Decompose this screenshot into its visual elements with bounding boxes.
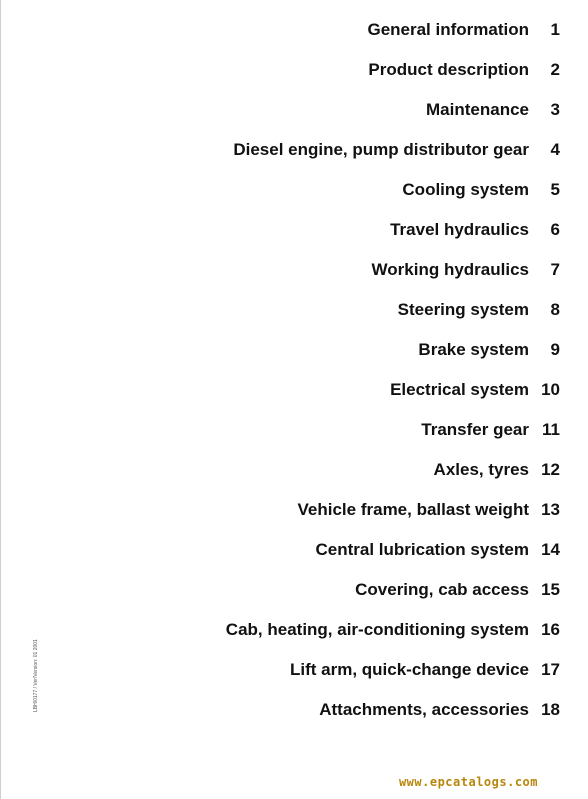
toc-entry xyxy=(0,458,588,482)
toc-entry-number: 12 xyxy=(541,460,560,479)
toc-entry xyxy=(0,258,588,282)
toc-entry xyxy=(0,218,588,242)
toc-entry xyxy=(0,298,588,322)
toc-entry-title: Brake system xyxy=(418,340,529,359)
toc-entry xyxy=(0,178,588,202)
toc-entry-number: 9 xyxy=(550,340,560,359)
toc-entry-number: 14 xyxy=(541,540,560,559)
toc-entry xyxy=(0,498,588,522)
toc-entry-title: General information xyxy=(367,20,529,39)
toc-entry xyxy=(0,578,588,602)
toc-entry-title: Cooling system xyxy=(402,180,529,199)
toc-entry-title: Cab, heating, air-conditioning system xyxy=(225,620,529,639)
toc-entry-title: Axles, tyres xyxy=(433,460,529,479)
toc-entry-number: 16 xyxy=(541,620,560,639)
toc-entry xyxy=(0,18,588,42)
toc-entry-title: Travel hydraulics xyxy=(390,220,529,239)
toc-entry xyxy=(0,58,588,82)
toc-entry-number: 8 xyxy=(550,300,560,319)
toc-entry-number: 17 xyxy=(541,660,560,679)
toc-entry-number: 2 xyxy=(550,60,560,79)
toc-entry xyxy=(0,538,588,562)
watermark: www.epcatalogs.com xyxy=(398,775,538,789)
document-id-note: LBH/0177 / Ver/Version: 01 2001 xyxy=(33,639,39,712)
toc-entry-number: 13 xyxy=(541,500,560,519)
toc-entry xyxy=(0,418,588,442)
toc-entry-number: 15 xyxy=(541,580,560,599)
toc-entry xyxy=(0,138,588,162)
toc-entry-title: Product description xyxy=(368,60,529,79)
toc-entry-title: Transfer gear xyxy=(421,420,529,439)
toc-entry-title: Attachments, accessories xyxy=(319,700,529,719)
toc-entry-title: Maintenance xyxy=(426,100,529,119)
toc-entry-title: Covering, cab access xyxy=(355,580,529,599)
toc-entry-number: 10 xyxy=(541,380,560,399)
toc-entry-number: 6 xyxy=(550,220,560,239)
toc-entry-title: Diesel engine, pump distributor gear xyxy=(233,140,529,159)
toc-entry-number: 18 xyxy=(541,700,560,719)
toc-entry-title: Vehicle frame, ballast weight xyxy=(297,500,529,519)
toc-entry-number: 3 xyxy=(550,100,560,119)
toc-entry-number: 1 xyxy=(550,20,560,39)
toc-entry-title: Lift arm, quick-change device xyxy=(289,660,529,679)
toc-entry xyxy=(0,378,588,402)
toc-entry xyxy=(0,338,588,362)
toc-entry-number: 5 xyxy=(550,180,560,199)
toc-entry xyxy=(0,98,588,122)
toc-entry-title: Central lubrication system xyxy=(315,540,529,559)
toc-entry-number: 11 xyxy=(542,420,560,439)
toc-entry xyxy=(0,618,588,642)
toc-entry xyxy=(0,698,588,722)
toc-entry-number: 7 xyxy=(550,260,560,279)
toc-entry-title: Working hydraulics xyxy=(371,260,529,279)
toc-entry-title: Steering system xyxy=(397,300,529,319)
toc-entry-number: 4 xyxy=(550,140,560,159)
toc-entry-title: Electrical system xyxy=(390,380,529,399)
toc-entry xyxy=(0,658,588,682)
